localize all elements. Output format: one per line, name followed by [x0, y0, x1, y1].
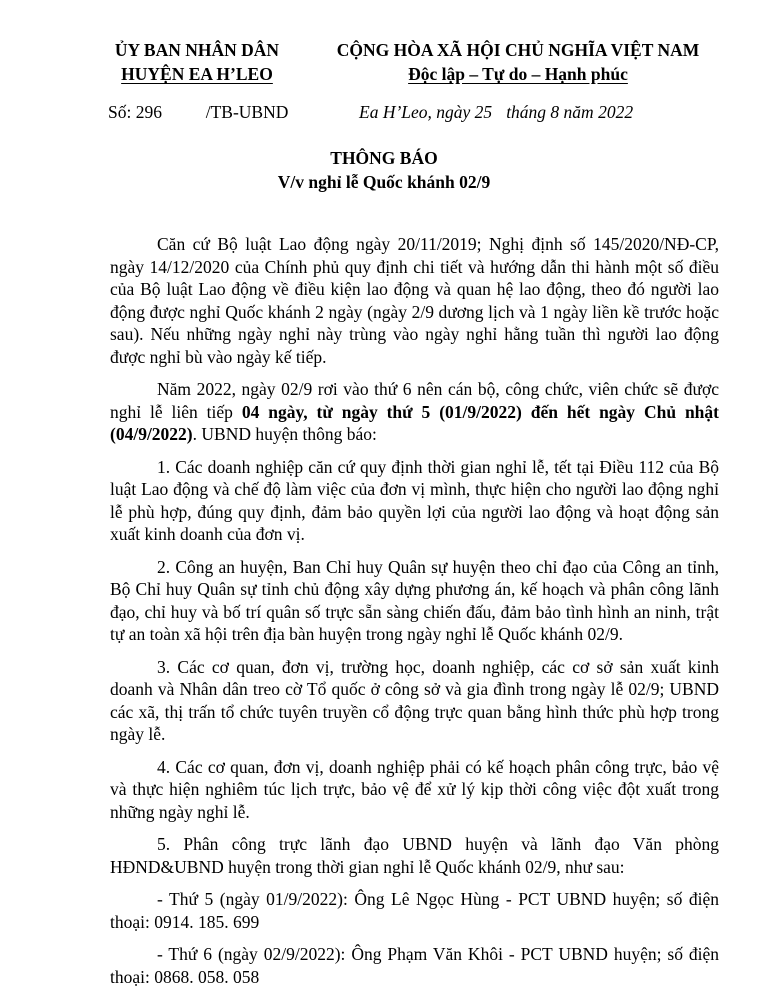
list-item-5: 5. Phân công trực lãnh đạo UBND huyện và lãnh đạo Văn phòng HĐND&UBND huyện trong thời gian nghỉ lễ Quốc khánh 02/9, như sau: [110, 834, 719, 877]
paragraph-legal-basis: Căn cứ Bộ luật Lao động ngày 20/11/2019; Nghị định số 145/2020/NĐ-CP, ngày 14/12/2020 của Chính phủ quy định chi tiết và hướng dẫn thi hành một số điều của Bộ luật Lao động về điều kiện lao động và quan hệ lao động, theo đó người lao động được nghỉ Quốc khánh 2 ngày (ngày 2/9 dương lịch và 1 ngày liền kề trước hoặc sau). Nếu những ngày nghỉ này trùng vào ngày nghỉ hằng tuần thì người lao động được nghỉ bù vào ngày kế tiếp. [110, 234, 719, 367]
document-subject: V/v nghỉ lễ Quốc khánh 02/9 [277, 172, 491, 192]
duty-assignment-1: - Thứ 5 (ngày 01/9/2022): Ông Lê Ngọc Hùng - PCT UBND huyện; số điện thoại: 0914. 185. 699 [110, 889, 719, 932]
list-item-2: 2. Công an huyện, Ban Chỉ huy Quân sự huyện theo chỉ đạo của Công an tỉnh, Bộ Chỉ huy Quân sự tỉnh chủ động xây dựng phương án, kế hoạch và phân công lãnh đạo, chỉ huy và bố trí quân số trực sẵn sàng chiến đấu, đảm bảo tình hình an ninh, trật tự an toàn xã hội trên địa bàn huyện trong ngày nghỉ lễ Quốc khánh 02/9. [110, 556, 719, 644]
holiday-text-start: Năm 2022, ngày 02/9 rơi vào thứ 6 nên cán bộ, công chức, viên chức sẽ được nghỉ lễ liên tiếp [110, 379, 719, 422]
date-month-year: tháng 8 năm 2022 [506, 102, 634, 122]
holiday-text-end: . UBND huyện thông báo: [192, 424, 377, 444]
paragraph-holiday-schedule [110, 378, 719, 446]
agency-line-1: ỦY BAN NHÂN DÂN [114, 40, 280, 60]
document-title: THÔNG BÁO [330, 148, 438, 168]
document-number [108, 100, 288, 124]
document-body [110, 233, 719, 988]
duty-assignment-2: - Thứ 6 (ngày 02/9/2022): Ông Phạm Văn Khôi - PCT UBND huyện; số điện thoại: 0868. 058. 058 [110, 944, 719, 987]
doc-number-suffix: /TB-UBND [205, 102, 289, 122]
holiday-dates-bold: 04 ngày, từ ngày thứ 5 (01/9/2022) đến hết ngày Chủ nhật (04/9/2022) [110, 401, 719, 444]
list-item-3: 3. Các cơ quan, đơn vị, trường học, doanh nghiệp, các cơ sở sản xuất kinh doanh và Nhân dân treo cờ Tổ quốc ở công sở và gia đình trong ngày lễ 02/9; UBND các xã, thị trấn tổ chức tuyên truyền cổ động trực quan bằng hình thức phù hợp trong ngày lễ. [110, 656, 719, 744]
list-item-1: 1. Các doanh nghiệp căn cứ quy định thời gian nghỉ lễ, tết tại Điều 112 của Bộ luật Lao động và chế độ làm việc của đơn vị mình, thực hiện cho người lao động nghỉ lễ phù hợp, đúng quy định, đảm bảo quyền lợi của người lao động và hoạt động sản xuất kinh doanh của đơn vị. [110, 456, 719, 544]
list-item-4: 4. Các cơ quan, đơn vị, doanh nghiệp phải có kế hoạch phân công trực, bảo vệ và thực hiện nghiêm túc lịch trực, bảo vệ để xử lý kịp thời công việc đột xuất trong những ngày nghỉ lễ. [110, 756, 719, 822]
nation-name: CỘNG HÒA XÃ HỘI CHỦ NGHĨA VIỆT NAM [336, 40, 700, 60]
doc-number-label: Số: [108, 102, 132, 122]
motto: Độc lập – Tự do – Hạnh phúc [408, 64, 628, 84]
date-place-day: Ea H’Leo, ngày 25 [359, 102, 493, 122]
agency-line-2: HUYỆN EA H’LEO [121, 64, 273, 84]
doc-number-value: 296 [135, 102, 162, 122]
national-motto [318, 38, 718, 86]
issue-date [359, 100, 633, 124]
issuing-agency [88, 38, 306, 86]
